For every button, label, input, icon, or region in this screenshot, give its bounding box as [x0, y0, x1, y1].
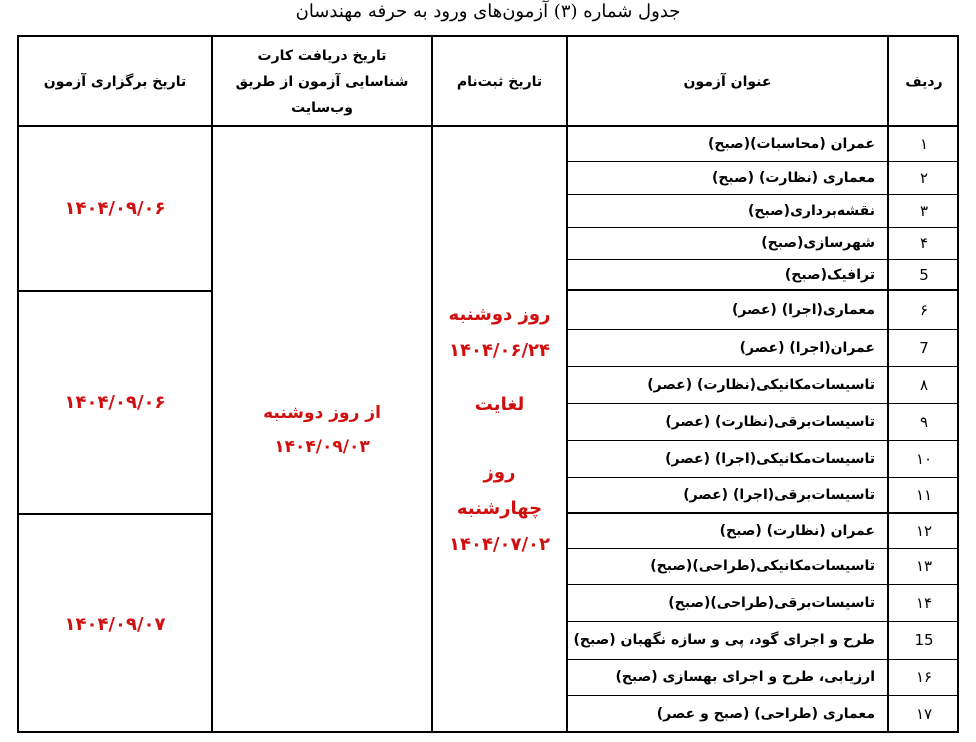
table-caption: جدول شماره (۳) آزمون‌های ورود به حرفه مهندسان	[295, 1, 681, 22]
exam-title: تاسیسات‌مکانیکی(طراحی)(صبح)	[650, 558, 875, 574]
exam-title: تاسیسات‌برقی(اجرا) (عصر)	[683, 487, 875, 503]
header-row-number: ردیف	[905, 73, 943, 90]
registration-start-date: ۱۴۰۴/۰۶/۲۴	[448, 340, 551, 361]
row-number: ۸	[919, 375, 929, 394]
row-number: ۱۶	[915, 668, 933, 686]
row-number: ۴	[919, 234, 929, 252]
header-card-date: تاریخ دریافت کارت شناسایی آزمون از طریق وب‌سایت	[235, 47, 409, 116]
row-number: ۱۷	[915, 705, 933, 723]
row-number: ۲	[919, 168, 929, 187]
row-number: 5	[919, 265, 929, 284]
exam-date-group-3: ۱۴۰۴/۰۹/۰۷	[64, 613, 166, 635]
row-number: ۱	[919, 135, 929, 153]
exam-title: نقشه‌برداری(صبح)	[747, 202, 875, 219]
row-number: ۹	[919, 412, 929, 431]
registration-line: چهارشنبه	[456, 498, 543, 519]
exam-date-group-2: ۱۴۰۴/۰۹/۰۶	[64, 392, 166, 413]
row-number: ۱۳	[915, 557, 933, 575]
card-download-period	[213, 127, 431, 733]
exam-title: ترافیک(صبح)	[784, 266, 875, 283]
exam-title: تاسیسات‌مکانیکی(اجرا) (عصر)	[665, 450, 875, 467]
card-date: ۱۴۰۴/۰۹/۰۳	[274, 437, 370, 457]
card-line: از روز دوشنبه	[263, 403, 381, 423]
exam-title: تاسیسات‌مکانیکی(نظارت) (عصر)	[647, 376, 875, 393]
row-number: 7	[919, 338, 929, 357]
exam-title: عمران(اجرا) (عصر)	[739, 339, 875, 356]
header-registration-date: تاریخ ثبت‌نام	[456, 73, 543, 90]
row-number: ۱۱	[915, 486, 933, 504]
row-number: ۱۴	[915, 593, 933, 612]
exam-title: ارزیابی، طرح و اجرای بهسازی (صبح)	[615, 669, 875, 685]
registration-line: روز دوشنبه	[448, 304, 551, 325]
header-exam-date: تاریخ برگزاری آزمون	[43, 73, 187, 90]
registration-line: روز	[483, 462, 516, 483]
row-number: ۳	[919, 201, 929, 220]
exam-title: تاسیسات‌برقی(طراحی)(صبح)	[668, 594, 875, 611]
exams-table	[17, 35, 959, 733]
exam-title: شهرسازی(صبح)	[761, 235, 875, 251]
row-number: 15	[914, 631, 934, 649]
exam-title: معماری(اجرا) (عصر)	[731, 301, 875, 318]
exam-date-group-1: ۱۴۰۴/۰۹/۰۶	[64, 198, 166, 219]
header-exam-title: عنوان آزمون	[683, 73, 772, 90]
exam-title: معماری (نظارت) (صبح)	[711, 169, 875, 186]
registration-line: لغایت	[474, 394, 525, 415]
exam-title: تاسیسات‌برقی(نظارت) (عصر)	[665, 413, 875, 430]
exam-title: طرح و اجرای گود، پی و سازه نگهبان (صبح)	[573, 632, 875, 648]
row-number: ۱۰	[915, 449, 933, 468]
registration-period	[433, 127, 566, 733]
exam-title: معماری (طراحی) (صبح و عصر)	[656, 706, 875, 722]
registration-end-date: ۱۴۰۴/۰۷/۰۲	[448, 534, 551, 555]
row-number: ۶	[919, 300, 929, 319]
exam-title: عمران (محاسبات)(صبح)	[707, 136, 875, 152]
exam-title: عمران (نظارت) (صبح)	[719, 522, 875, 539]
row-number: ۱۲	[915, 521, 933, 540]
